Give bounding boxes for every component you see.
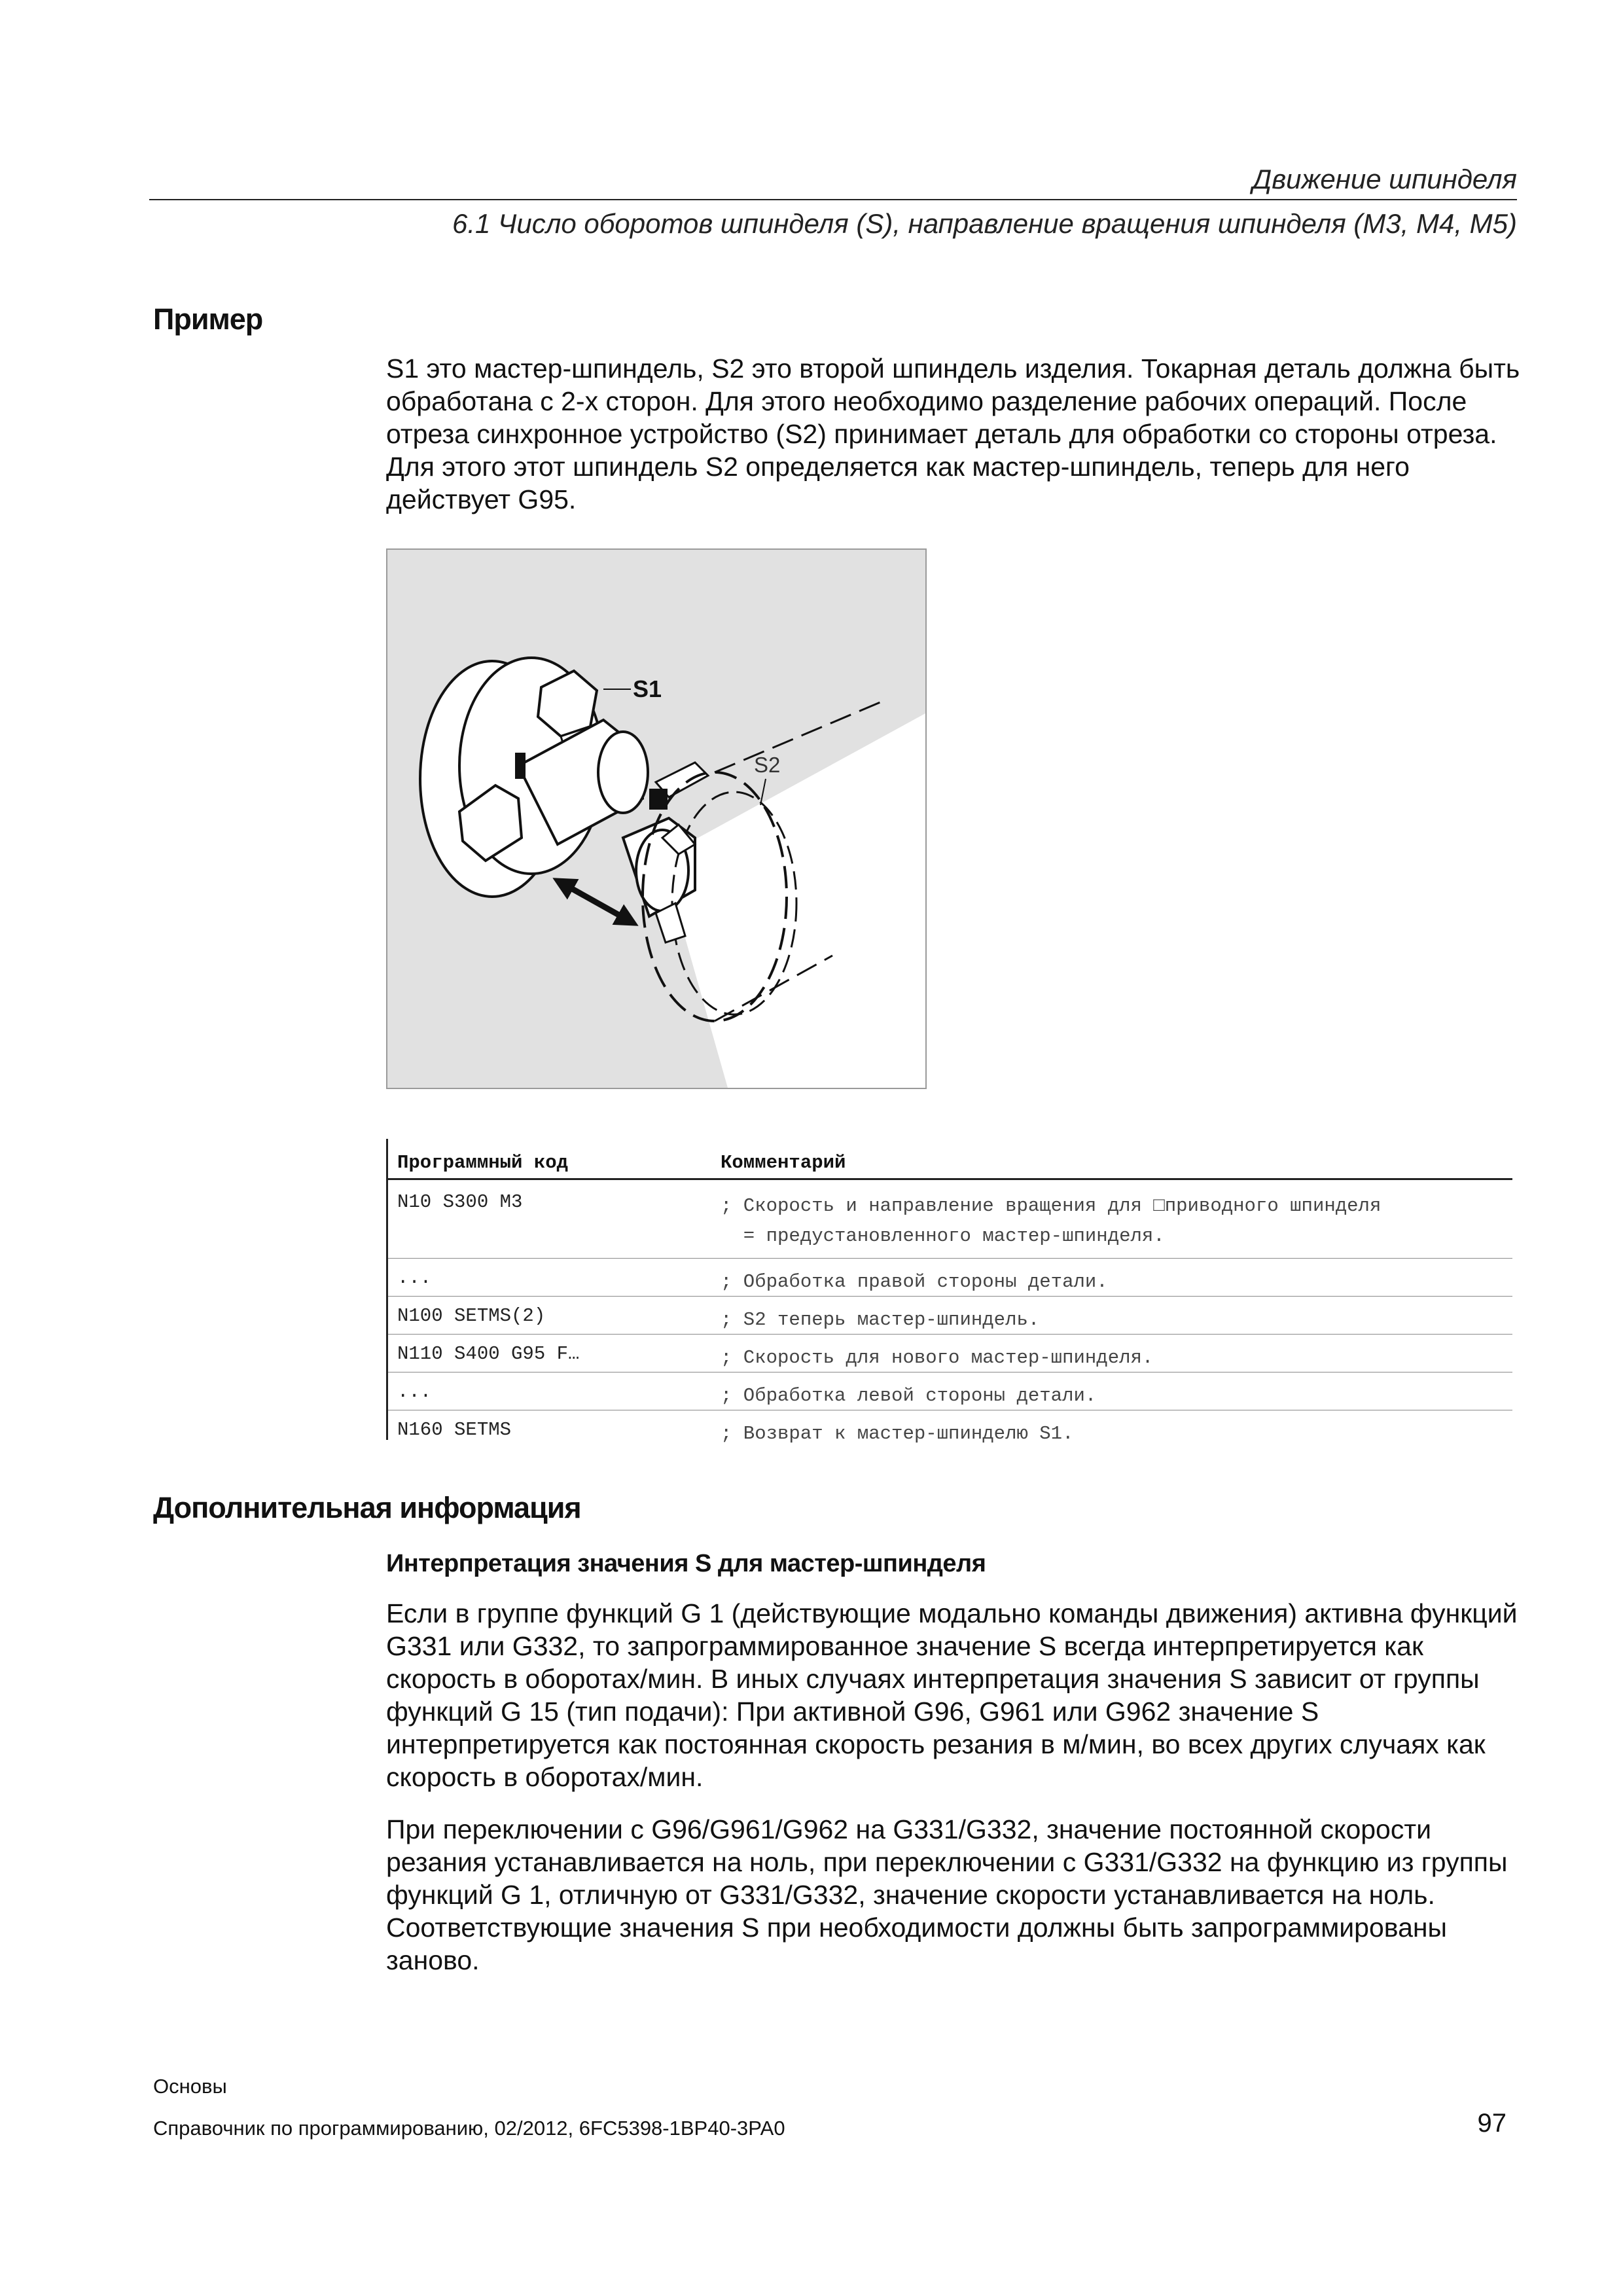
page-number: 97: [1477, 2109, 1507, 2138]
comment-cell: ; Обработка правой стороны детали.: [721, 1271, 1108, 1293]
table-header-rule: [388, 1178, 1512, 1180]
row-divider: [388, 1296, 1512, 1297]
example-paragraph: [386, 352, 1525, 516]
spindle-illustration: [387, 550, 925, 1088]
column-header-code: Программный код: [397, 1152, 569, 1174]
comment-cell: ; Возврат к мастер-шпинделю S1.: [721, 1423, 1074, 1444]
footer-book-title: Основы: [153, 2075, 227, 2098]
s2-leader-line: [760, 779, 766, 805]
code-cell: ...: [397, 1381, 432, 1403]
spindle-figure: [386, 548, 927, 1089]
additional-info-heading: Дополнительная информация: [153, 1491, 581, 1524]
cutting-tool: [649, 762, 708, 810]
row-divider: [388, 1334, 1512, 1335]
comment-cell: ; Скорость и направление вращения для □приводного шпинделя = предустановленного мастер-шпинделя.: [721, 1195, 1382, 1247]
comment-cell: ; Обработка левой стороны детали.: [721, 1385, 1097, 1407]
s1-chuck: [420, 658, 648, 897]
code-cell: N110 S400 G95 F…: [397, 1343, 580, 1365]
code-cell: N100 SETMS(2): [397, 1305, 546, 1327]
code-cell: N10 S300 M3: [397, 1191, 523, 1213]
code-cell: N160 SETMS: [397, 1419, 512, 1441]
s1-label: S1: [633, 675, 662, 702]
example-heading: Пример: [153, 302, 263, 336]
interpretation-subheading: Интерпретация значения S для мастер-шпинделя: [386, 1550, 986, 1577]
footer-manual-info: Справочник по программированию, 02/2012, 6FC5398-1BP40-3PA0: [153, 2117, 785, 2140]
example-paragraph-text: S1 это мастер-шпиндель, S2 это второй шпиндель изделия. Токарная деталь должна быть обработана с 2-х сторон. Для этого необходимо разделение рабочих операций. После отреза синхронное устройство (S2) принимает деталь для обработки со стороны отреза. Для этого этот шпиндель S2 определяется как мастер-шпиндель, теперь для него действует G95.: [386, 353, 1520, 514]
running-header-section: 6.1 Число оборотов шпинделя (S), направление вращения шпинделя (M3, M4, M5): [452, 208, 1517, 239]
code-cell: ...: [397, 1267, 432, 1289]
additional-paragraph-1: [386, 1597, 1525, 1793]
s2-label: S2: [754, 753, 781, 777]
row-divider: [388, 1258, 1512, 1259]
running-header-chapter: Движение шпинделя: [1252, 164, 1517, 194]
additional-paragraph-2-text: При переключении с G96/G961/G962 на G331/G332, значение постоянной скорости резания устанавливается на ноль, при переключении с G331/G332 на функцию из группы функций G 1, отличную от G331/G332, значение скорости устанавливается на ноль. Соответствующие значения S при необходимости должны быть запрограммированы заново.: [386, 1814, 1508, 1975]
axial-movement-arrow: [563, 884, 628, 920]
additional-paragraph-1-text: Если в группе функций G 1 (действующие модально команды движения) активна функций G331 или G332, то запрограммированное значение S всегда интерпретируется как скорость в оборотах/мин. В иных случаях интерпретация значения S зависит от группы функций G 15 (тип подачи): При активной G96, G961 или G962 значение S интерпретируется как постоянная скорость резания в м/мин, во всех других случаях как скорость в оборотах/мин.: [386, 1598, 1518, 1792]
program-code-table: [386, 1139, 1512, 1444]
comment-cell: ; Скорость для нового мастер-шпинделя.: [721, 1347, 1154, 1369]
additional-paragraph-2: [386, 1813, 1525, 1977]
column-header-comment: Комментарий: [721, 1152, 846, 1174]
header-rule: [149, 199, 1517, 200]
comment-cell: ; S2 теперь мастер-шпиндель.: [721, 1309, 1040, 1331]
